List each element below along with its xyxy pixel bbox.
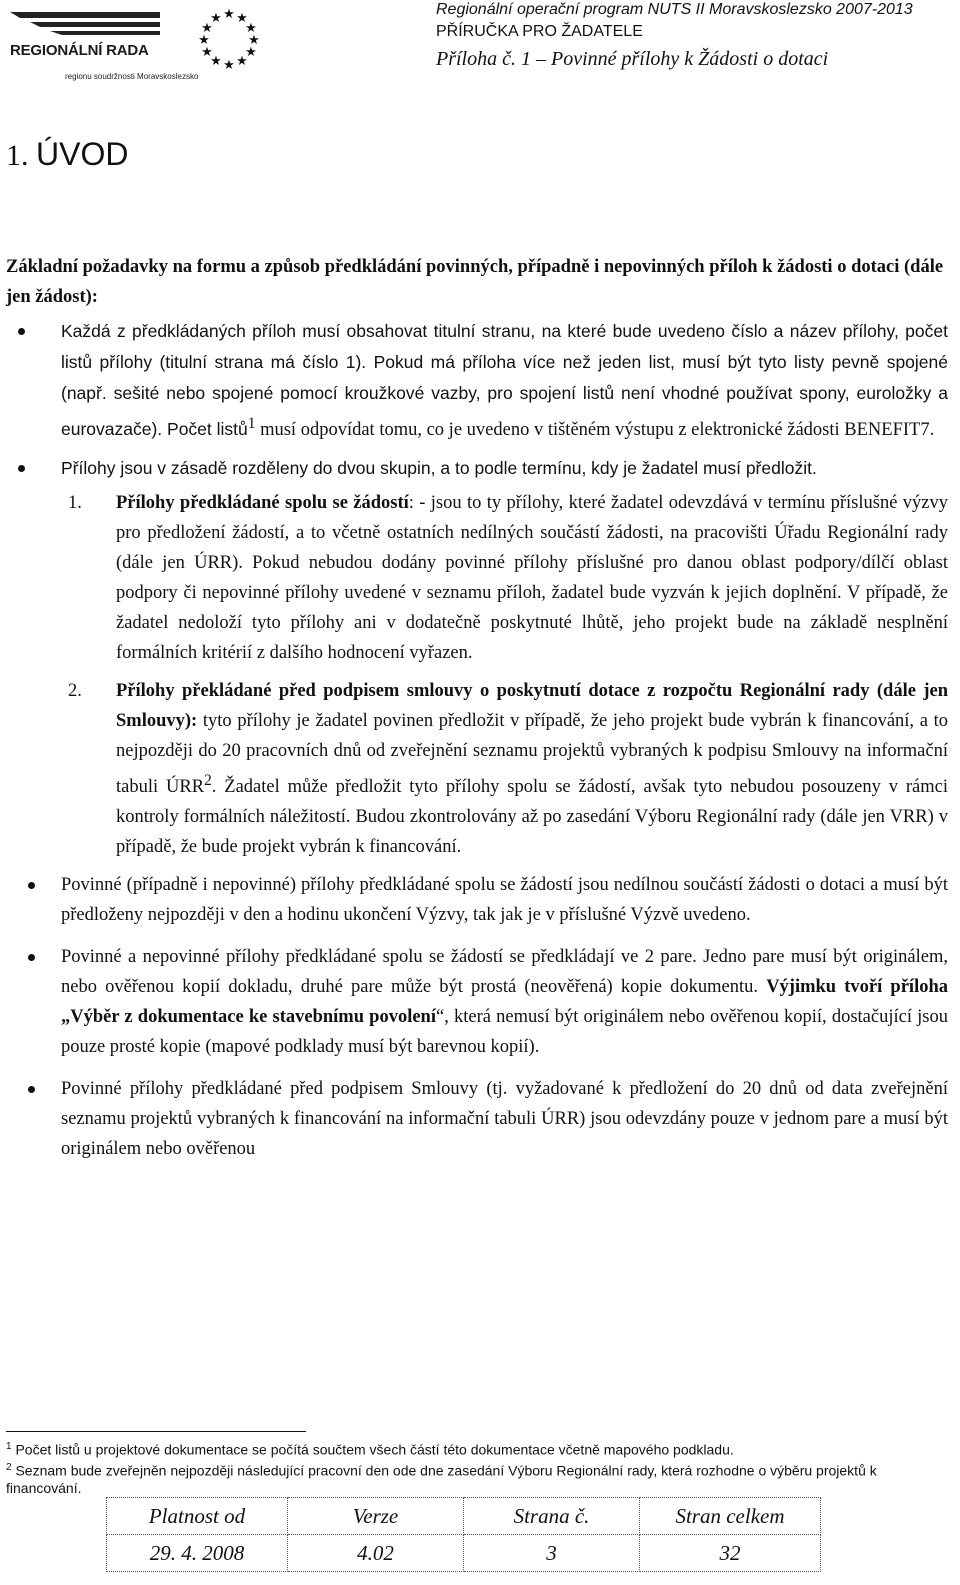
total-label: Stran celkem — [640, 1498, 821, 1535]
svg-text:★: ★ — [210, 11, 222, 26]
version-value: 4.02 — [288, 1535, 464, 1572]
group-text: : - jsou to ty přílohy, které žadatel odevzdává v termínu příslušné výzvy pro předložení žádostí, a to včetně ostatních nedílných součástí žádosti, na pracovišti Úřadu Regionální rady (dále jen ÚRR). Pokud nebudou dodány povinné přílohy příslušné pro danou oblast podpory/dílčí oblast podpory či nepovinné přílohy uvedené v seznamu příloh, žadatel bude vyzván k jejich doplnění. V případě, že žadatel nedoloží tyto přílohy ani v dodatečně poskytnuté lhůtě, jeho projekt bude na základě nesplnění formálních kritérií z dalšího hodnocení vyřazen. — [116, 493, 948, 664]
list-item — [6, 942, 948, 1062]
regionalni-rada-logo — [6, 4, 199, 81]
svg-text:★: ★ — [245, 21, 257, 36]
footnote-number: 2 — [6, 1462, 12, 1473]
svg-text:★: ★ — [248, 33, 260, 48]
bullet1-part-b: musí odpovídat tomu, co je uvedeno v tištěném výstupu z elektronické žádosti BENEFIT7. — [260, 420, 935, 441]
group-number: 1. — [68, 493, 82, 514]
footnote-text: Počet listů u projektové dokumentace se počítá součtem všech částí této dokumentace včetně mapového podkladu. — [15, 1441, 734, 1458]
group-item-1 — [6, 488, 948, 668]
svg-text:★: ★ — [236, 11, 248, 26]
footnote-separator — [6, 1431, 306, 1432]
bullet4-text-a: Povinné a nepovinné přílohy předkládané spolu se žádostí se předkládají ve 2 pare. Jedno pare musí být originálem, nebo ověřenou kopií dokladu, druhé pare může být prostá (neověřená) kopie dokumentu. — [61, 947, 948, 998]
bullet4-text-b: “, která nemusí být originálem nebo ověřenou kopií, dostačující jsou pouze prosté kopie (mapové podklady musí být barevnou kopií). — [61, 1007, 948, 1058]
section-heading — [6, 136, 128, 173]
group-title: Přílohy předkládané spolu se žádostí — [116, 493, 409, 514]
group-text-cont: . Žadatel může předložit tyto přílohy spolu se žádostí, avšak tyto nebudou posouzeny v rámci kontroly formálních náležitostí. Budou zkontrolovány až po zasedání Výboru Regionální rady (dále jen VRR) v případě, že bude projekt vybrán k financování. — [116, 777, 948, 858]
logo-name: REGIONÁLNÍ RADA — [10, 42, 149, 59]
section-title: ÚVOD — [36, 136, 129, 172]
footnote-ref-1[interactable]: 1 — [247, 415, 256, 432]
list-item — [6, 316, 948, 445]
logo-stripes-icon — [10, 4, 160, 40]
bullet2-text: Přílohy jsou v zásadě rozděleny do dvou skupin, a to podle termínu, kdy je žadatel musí předložit. — [61, 458, 817, 479]
group-text: tyto přílohy je žadatel povinen předložit v případě, že jeho projekt bude vybrán k financování, a to nejpozději do 20 pracovních dnů od zveřejnění seznamu projektů vybraných k podpisu Smlouvy na informační tabuli ÚRR — [116, 711, 948, 798]
svg-text:★: ★ — [236, 54, 248, 69]
svg-text:★: ★ — [210, 54, 222, 69]
page-header — [0, 0, 960, 90]
svg-text:★: ★ — [223, 58, 235, 72]
list-item — [6, 870, 948, 930]
bullet1-part-a: Každá z předkládaných příloh musí obsahovat titulní stranu, na které bude uvedeno číslo a název přílohy, počet listů přílohy (titulní strana má číslo 1). Pokud má příloha více než jeden list, musí být tyto listy pevně spojené (např. sešité nebo spojené pomocí kroužkové vazby, pro spojení listů není vhodné používat spony, euroložky a eurovazače). Počet listů — [61, 321, 948, 440]
group-item-2 — [6, 676, 948, 862]
svg-text:★: ★ — [198, 33, 210, 48]
svg-text:★: ★ — [201, 21, 213, 36]
footnote-1 — [6, 1438, 946, 1459]
version-label: Verze — [288, 1498, 464, 1535]
footnote-2 — [6, 1459, 946, 1497]
eu-stars-icon — [196, 6, 262, 72]
footer-values-row — [107, 1535, 821, 1572]
svg-text:★: ★ — [201, 45, 213, 60]
logo-subtitle: regionu soudržnosti Moravskoslezsko — [65, 72, 199, 81]
program-title: Regionální operační program NUTS II Moravskoslezsko 2007-2013 — [436, 1, 913, 18]
bullet5-text: Povinné přílohy předkládané před podpisem Smlouvy (tj. vyžadované k předložení do 20 dnů od data zveřejnění seznamu projektů vybraných k financování na informační tabuli ÚRR) jsou odevzdány pouze v jednom pare a musí být originálem nebo ověřenou — [61, 1079, 948, 1160]
bullet3-text: Povinné (případně i nepovinné) přílohy předkládané spolu se žádostí jsou nedílnou součástí žádosti o dotaci a musí být předloženy nejpozději v den a hodinu ukončení Výzvy, tak jak je v příslušné Výzvě uvedeno. — [61, 875, 948, 926]
svg-text:★: ★ — [245, 45, 257, 60]
validity-value: 29. 4. 2008 — [107, 1535, 288, 1572]
section-number: 1. — [6, 139, 29, 172]
list-item — [6, 453, 948, 862]
page-value: 3 — [464, 1535, 640, 1572]
footnote-number: 1 — [6, 1441, 12, 1452]
group-number: 2. — [68, 681, 82, 702]
annex-title: Příloha č. 1 – Povinné přílohy k Žádosti o dotaci — [436, 48, 829, 70]
svg-text:★: ★ — [223, 7, 235, 22]
list-item — [6, 1074, 948, 1164]
requirements-list — [6, 316, 948, 1164]
intro-paragraph: Základní požadavky na formu a způsob předkládání povinných, případně i nepovinných příloh k žádosti o dotaci (dále jen žádost): — [6, 257, 944, 307]
header-titles — [436, 0, 946, 74]
attachment-groups — [6, 488, 948, 862]
footnote-ref-2[interactable]: 2 — [204, 772, 212, 790]
document-footer-table — [106, 1497, 821, 1572]
footer-labels-row — [107, 1498, 821, 1535]
handbook-title: PŘÍRUČKA PRO ŽADATELE — [436, 23, 643, 40]
bullet4-bold: Výjimku tvoří příloha „Výběr z dokumentace ke stavebnímu povolení — [61, 977, 948, 1028]
total-value: 32 — [640, 1535, 821, 1572]
footnote-text: Seznam bude zveřejněn nejpozději následující pracovní den ode dne zasedání Výboru Regionální rady, která rozhodne o výběru projektů k financování. — [6, 1462, 877, 1496]
page-label: Strana č. — [464, 1498, 640, 1535]
validity-label: Platnost od — [107, 1498, 288, 1535]
group-title: Přílohy překládané před podpisem smlouvy o poskytnutí dotace z rozpočtu Regionální rady (dále jen Smlouvy): — [116, 681, 948, 732]
